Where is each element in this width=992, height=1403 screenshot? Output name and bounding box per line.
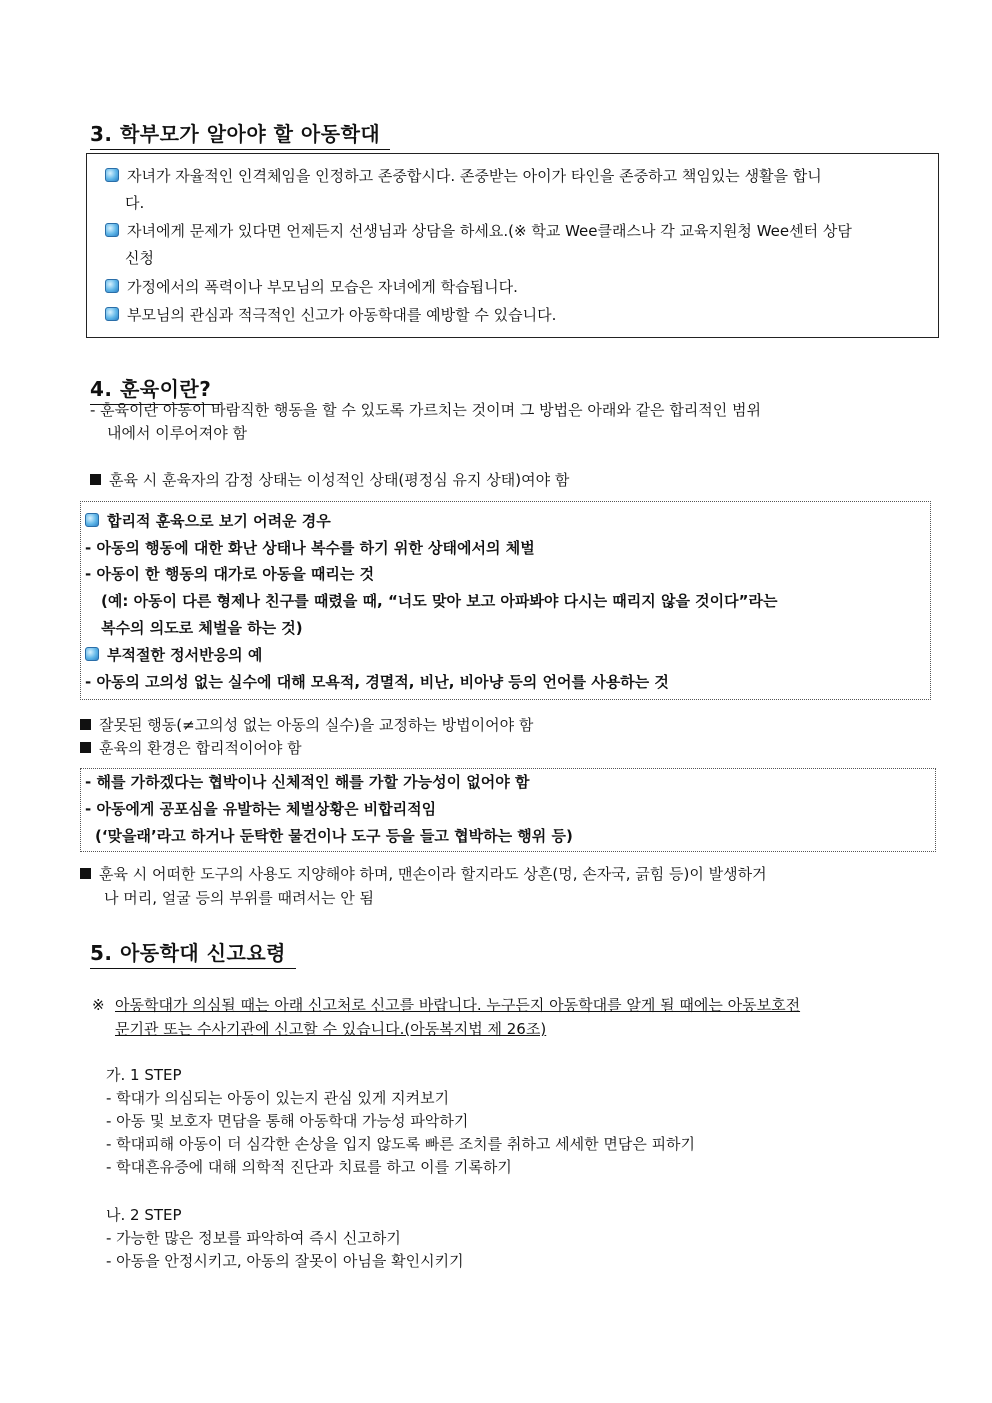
box1-line-1: - 아동의 행동에 대한 화난 상태나 복수를 하기 위한 상태에서의 체벌 [85, 539, 535, 557]
box1-line-4: 복수의 의도로 체벌을 하는 것) [101, 619, 303, 637]
box1-line-5: - 아동의 고의성 없는 실수에 대해 모욕적, 경멸적, 비난, 비아냥 등의 언어를 사용하는 것 [85, 673, 669, 691]
discipline-definition: - 훈육이란 아동이 바람직한 행동을 할 수 있도록 가르치는 것이며 그 방법은 아래와 같은 합리적인 범위 [90, 401, 762, 419]
point-emotional-state: 훈육 시 훈육자의 감정 상태는 이성적인 상태(평정심 유지 상태)여야 함 [90, 470, 569, 490]
report-note-mark: ※ [92, 996, 105, 1014]
step-2-line: - 가능한 많은 정보를 파악하여 즉시 신고하기 [106, 1229, 401, 1247]
step-1-title: 가. 1 STEP [106, 1066, 182, 1084]
bullet-icon [105, 223, 119, 237]
guidance-item-2: 자녀에게 문제가 있다면 언제든지 선생님과 상담을 하세요.(※ 학교 Wee클래스나 각 교육지원청 Wee센터 상담 [105, 221, 852, 241]
guidance-item-4: 부모님의 관심과 적극적인 신고가 아동학대를 예방할 수 있습니다. [105, 305, 556, 325]
guidance-item-1: 자녀가 자율적인 인격체임을 인정하고 존중합시다. 존중받는 아이가 타인을 존중하고 책임있는 생활을 합니 [105, 166, 822, 186]
step-1-line: - 학대흔유증에 대해 의학적 진단과 치료를 하고 이를 기록하기 [106, 1158, 512, 1176]
bullet-icon [105, 307, 119, 321]
box1-line-2: - 아동이 한 행동의 대가로 아동을 때리는 것 [85, 565, 375, 583]
discipline-definition-cont: 내에서 이루어져야 함 [107, 424, 247, 442]
bullet-icon [105, 168, 119, 182]
section-3-heading: 3. 학부모가 알아야 할 아동학대 [90, 118, 390, 150]
guidance-item-1-cont: 다. [125, 194, 145, 212]
section-5-heading: 5. 아동학대 신고요령 [90, 937, 296, 969]
bullet-icon [105, 279, 119, 293]
step-2-title: 나. 2 STEP [106, 1206, 182, 1224]
point-correct-behavior: 잘못된 행동(≠고의성 없는 아동의 실수)을 교정하는 방법이어야 함 [80, 715, 533, 735]
section-4-heading: 4. 훈육이란? [90, 373, 221, 405]
bullet-icon [85, 647, 99, 661]
box1-title-2: 부적절한 정서반응의 예 [85, 645, 262, 665]
box2-line-3: (‘맞을래’라고 하거나 둔탁한 물건이나 도구 등을 들고 협박하는 행위 등) [95, 827, 573, 845]
guidance-item-2-cont: 신청 [125, 249, 154, 267]
unreasonable-discipline-box [80, 501, 931, 700]
environment-box [80, 768, 936, 852]
box2-line-2: - 아동에게 공포심을 유발하는 체벌상황은 비합리적임 [85, 800, 437, 818]
square-bullet-icon [80, 719, 91, 730]
report-note-cont: 문기관 또는 수사기관에 신고할 수 있습니다.(아동복지법 제 26조) [115, 1020, 547, 1038]
guidance-item-3: 가정에서의 폭력이나 부모님의 모습은 자녀에게 학습됩니다. [105, 277, 518, 297]
square-bullet-icon [80, 742, 91, 753]
step-1-line: - 아동 및 보호자 면담을 통해 아동학대 가능성 파악하기 [106, 1112, 469, 1130]
bullet-icon [85, 513, 99, 527]
square-bullet-icon [80, 868, 91, 879]
parents-guidance-box [86, 153, 939, 338]
step-1-line: - 학대피해 아동이 더 심각한 손상을 입지 않도록 빠른 조치를 취하고 세세한 면담은 피하기 [106, 1135, 696, 1153]
box2-line-1: - 해를 가하겠다는 협박이나 신체적인 해를 가할 가능성이 없어야 함 [85, 773, 530, 791]
report-note: 아동학대가 의심될 때는 아래 신고처로 신고를 바랍니다. 누구든지 아동학대를 알게 될 때에는 아동보호전 [115, 996, 801, 1014]
square-bullet-icon [90, 474, 101, 485]
step-2-line: - 아동을 안정시키고, 아동의 잘못이 아님을 확인시키기 [106, 1252, 464, 1270]
box1-line-3: (예: 아동이 다른 형제나 친구를 때렸을 때, “너도 맞아 보고 아파봐야 다시는 때리지 않을 것이다”라는 [101, 592, 778, 610]
point-no-tools-cont: 나 머리, 얼굴 등의 부위를 때려서는 안 됨 [104, 889, 374, 907]
step-1-line: - 학대가 의심되는 아동이 있는지 관심 있게 지켜보기 [106, 1089, 450, 1107]
point-no-tools: 훈육 시 어떠한 도구의 사용도 지양해야 하며, 맨손이라 할지라도 상흔(멍, 손자국, 긁힘 등)이 발생하거 [80, 864, 767, 884]
point-environment: 훈육의 환경은 합리적이어야 함 [80, 738, 302, 758]
box1-title-1: 합리적 훈육으로 보기 어려운 경우 [85, 511, 331, 531]
